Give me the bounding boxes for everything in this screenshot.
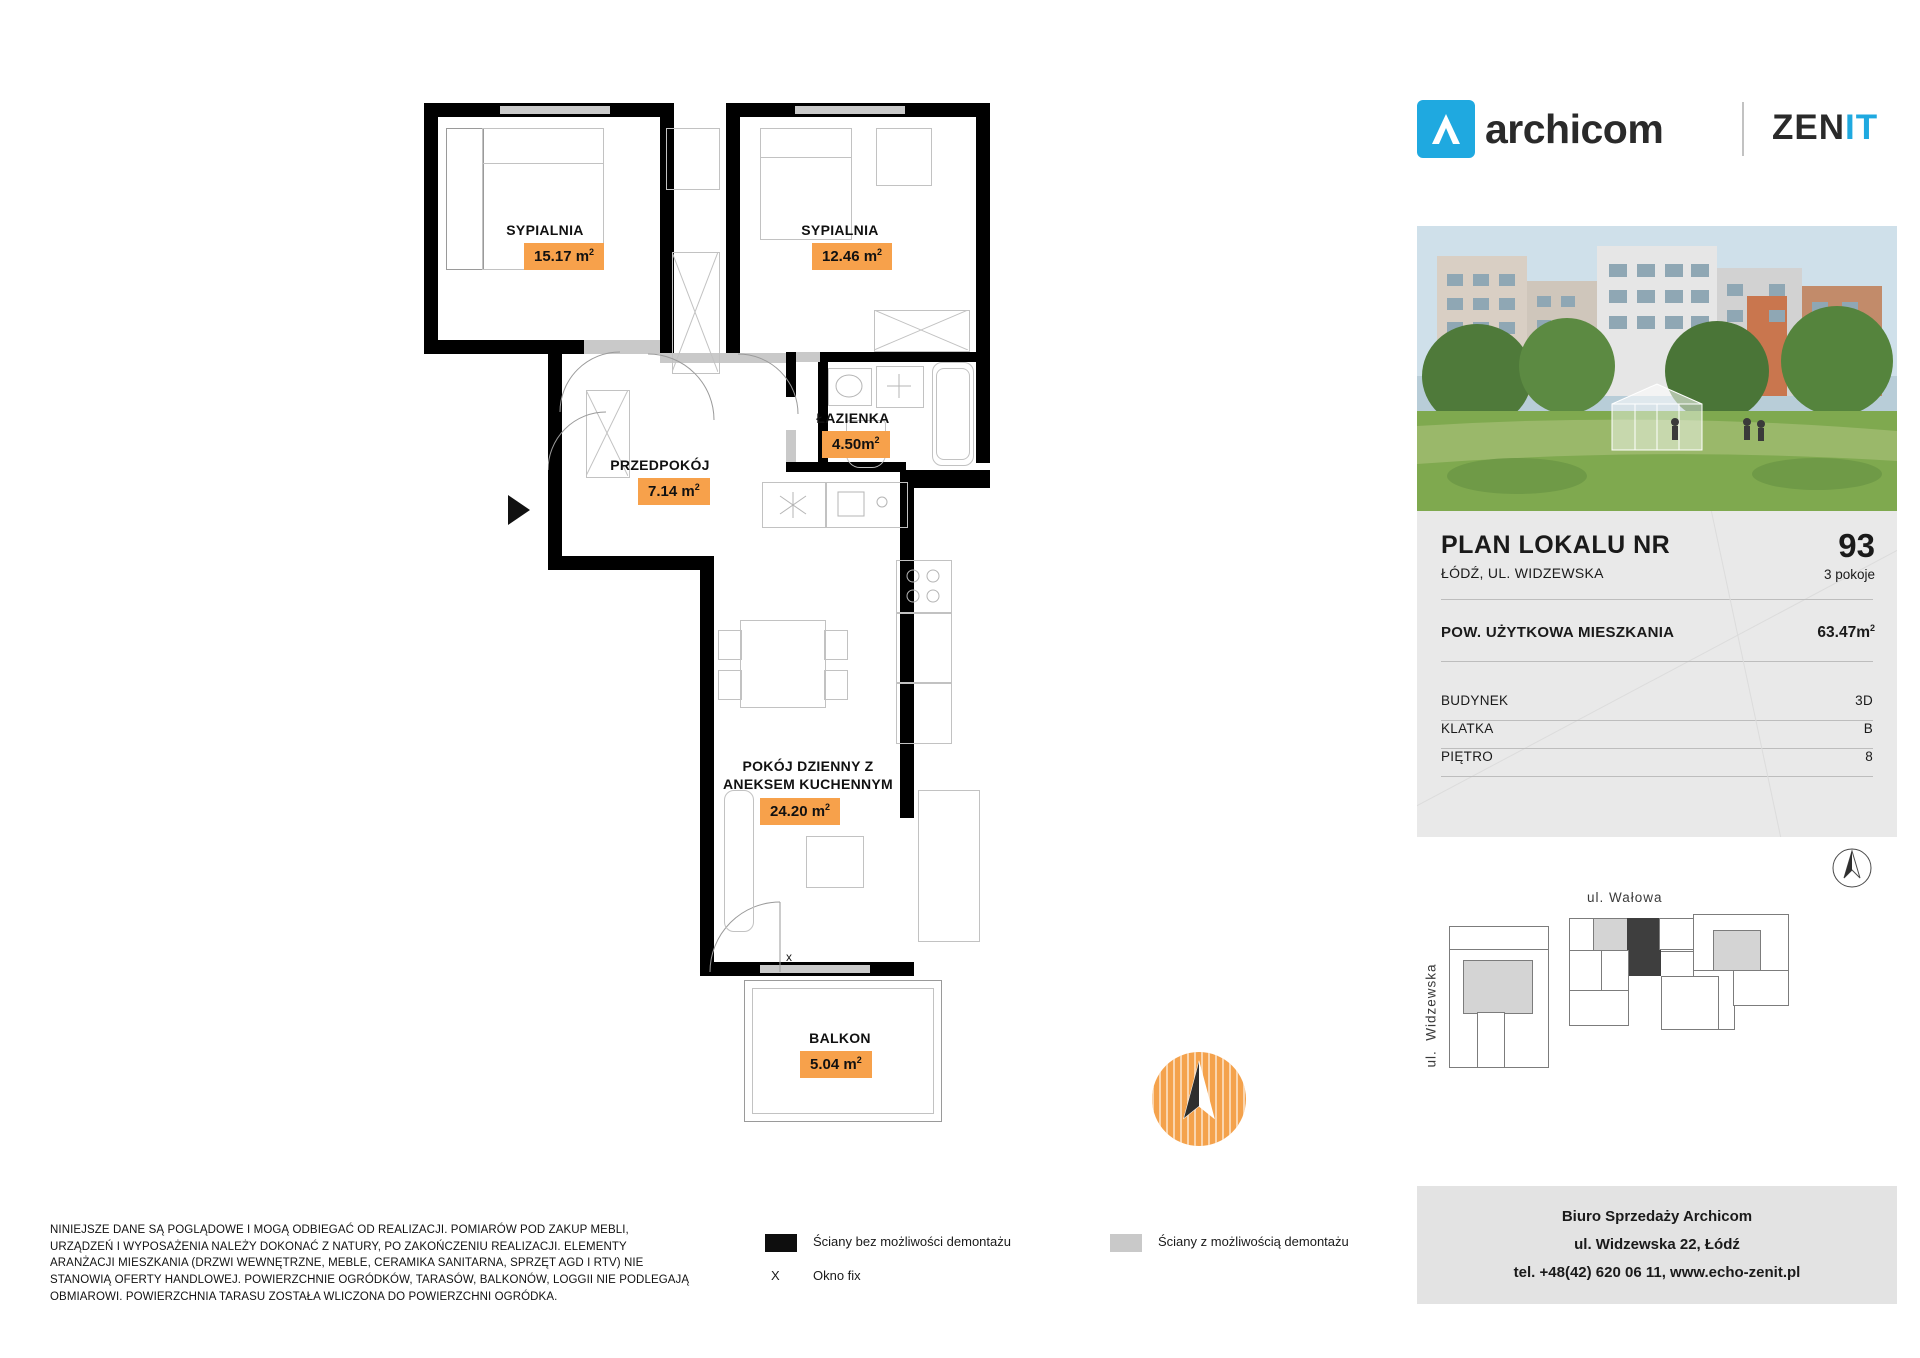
kitchen-fridge — [896, 682, 952, 744]
room-area-bedroom-2 — [812, 243, 892, 270]
rendering-illustration — [1417, 226, 1897, 511]
furniture-wardrobe — [446, 128, 484, 270]
fixed-window-marker: x — [786, 950, 792, 964]
unit-info-card — [1417, 511, 1897, 837]
area-unit: 2 — [589, 247, 595, 257]
legend-label-fixed-window: Okno fix — [813, 1268, 861, 1283]
contact-line-1: Biuro Sprzedaży Archicom — [1561, 1208, 1753, 1225]
sink-icon — [832, 370, 866, 402]
room-label-living-line2: ANEKSEM KUCHENNYM — [723, 776, 893, 792]
building-label: BUDYNEK — [1441, 693, 1509, 708]
brand-name-zenit — [1772, 108, 1878, 148]
divider — [1441, 720, 1873, 721]
area-value: 7.14 m — [648, 483, 695, 500]
brand-divider — [1742, 102, 1744, 156]
contact-line-3: tel. +48(42) 620 06 11, www.echo-zenit.pl — [1513, 1264, 1801, 1281]
compass-icon — [1832, 848, 1872, 888]
site-map — [1417, 890, 1897, 1150]
staircase-value: B — [1863, 721, 1873, 736]
usable-area-value — [1817, 623, 1875, 642]
area-value: 12.46 m — [822, 248, 878, 265]
usable-area-label: POW. UŻYTKOWA MIESZKANIA — [1441, 624, 1675, 641]
disclaimer-text: NINIEJSZE DANE SĄ POGLĄDOWE I MOGĄ ODBIEGAĆ OD REALIZACJI. POMIARÓW POD ZAKUP MEBLI, URZĄDZEŃ I WYPOSAŻENIA NALEŻY DOKONAĆ Z NATURY, PO ZAKOŃCZENIU REALIZACJI. ELEMENTY ARANŻACJI MIESZKANIA (DRZWI WEWNĘTRZNE, MEBLE, CERAMIKA SANITARNA, SPRZĘT AGD I RTV) NIE STANOWIĄ OFERTY HANDLOWEJ. POWIERZCHNIE OGRÓDKÓW, TARASÓW, BALKONÓW, LOGGII NIE PODLEGAJĄ OBMIAROWI. POWIERZCHNIA TARASU ZOSTAŁA WLICZONA DO POWIERZCHNI OGRÓDKA. — [50, 1224, 690, 1303]
site-block-highlight — [1627, 918, 1661, 976]
site-block-part — [1661, 976, 1719, 1030]
divider — [1441, 776, 1873, 777]
entrance-arrow-icon — [508, 495, 530, 525]
area-value: 5.04 m — [810, 1056, 857, 1073]
north-arrow-icon — [1152, 1052, 1246, 1146]
site-block-part — [1733, 970, 1789, 1006]
street-prefix: ul. — [1423, 1050, 1439, 1068]
north-needle — [1152, 1052, 1246, 1146]
building-rendering-photo — [1417, 226, 1897, 511]
area-value: 24.20 m — [770, 803, 826, 820]
room-label-hall: PRZEDPOKÓJ — [610, 457, 710, 473]
living-armchair — [724, 790, 754, 932]
legend-label-removable-wall: Ściany z możliwością demontażu — [1158, 1234, 1349, 1249]
room-area-hall — [638, 478, 710, 505]
street-label-walowa: ul. Wałowa — [1587, 890, 1663, 905]
divider — [1441, 661, 1873, 662]
floor-label: PIĘTRO — [1441, 749, 1494, 764]
dining-chair — [824, 630, 848, 660]
site-block-part — [1449, 926, 1549, 950]
wall-segment — [726, 103, 740, 353]
area-value: 15.17 m — [534, 248, 590, 265]
brand-name-archicom: archicom — [1485, 106, 1664, 152]
brand-header — [1417, 98, 1897, 160]
living-coffee-table — [806, 836, 864, 888]
site-block-part — [1463, 960, 1533, 1014]
area-unit: 2 — [874, 435, 880, 445]
fixture-bathtub-inner — [936, 368, 970, 460]
living-sofa — [918, 790, 980, 942]
room-area-bathroom — [822, 431, 890, 458]
wall-segment — [884, 962, 914, 976]
sales-office-contact — [1417, 1186, 1897, 1304]
room-area-balcony — [800, 1051, 872, 1078]
street-label-widzewska — [1424, 963, 1439, 1067]
floor-value: 8 — [1865, 749, 1873, 764]
furniture-desk — [666, 128, 720, 190]
room-label-bedroom-2: SYPIALNIA — [801, 222, 879, 238]
furniture-bed-pillow — [482, 128, 604, 164]
site-block-part — [1569, 990, 1629, 1026]
hood-icon — [778, 492, 808, 518]
hob-icon — [900, 564, 946, 608]
area-unit: 2 — [877, 247, 883, 257]
legend-marker-fixed-window: X — [771, 1268, 780, 1283]
wall-segment — [424, 103, 438, 353]
kitchen-sink-icon — [836, 488, 898, 520]
legend-swatch-solid-wall — [765, 1234, 797, 1252]
wall-window-opening — [795, 106, 905, 114]
area-value: 4.50m — [832, 436, 875, 453]
room-label-bathroom: ŁAZIENKA — [816, 410, 890, 426]
staircase-label: KLATKA — [1441, 721, 1494, 736]
unit-room-count: 3 pokoje — [1823, 567, 1875, 582]
divider — [1441, 599, 1873, 600]
site-block-part — [1713, 930, 1761, 972]
room-label-bedroom-1: SYPIALNIA — [506, 222, 584, 238]
info-panel — [1392, 0, 1920, 1358]
washer-icon — [880, 370, 918, 402]
legend-label-solid-wall: Ściany bez możliwości demontażu — [813, 1234, 1011, 1249]
dining-chair — [718, 670, 742, 700]
street-name: Widzewska — [1423, 963, 1439, 1041]
dining-chair — [718, 630, 742, 660]
area-unit: 2 — [1869, 623, 1875, 633]
room-area-living — [760, 798, 840, 825]
room-label-living-line1: POKÓJ DZIENNY Z — [742, 758, 874, 774]
wall-segment — [610, 103, 660, 117]
brand-it-text: IT — [1845, 108, 1879, 147]
room-label-balcony: BALKON — [809, 1030, 871, 1046]
area-unit: 2 — [694, 482, 700, 492]
site-block-part — [1569, 950, 1603, 992]
room-area-bedroom-1 — [524, 243, 604, 270]
unit-address: ŁÓDŹ, UL. WIDZEWSKA — [1441, 565, 1604, 581]
furniture-bed-pillow — [760, 128, 852, 158]
legend — [765, 1232, 1355, 1283]
door-swing-arc — [700, 880, 810, 980]
site-block-part — [1601, 950, 1629, 992]
site-block-part — [1593, 918, 1629, 952]
dining-chair — [824, 670, 848, 700]
legend-swatch-removable-wall — [1110, 1234, 1142, 1252]
area-unit: 2 — [856, 1055, 862, 1065]
brand-zen-text: ZEN — [1772, 108, 1845, 147]
area-unit: 2 — [825, 802, 831, 812]
plan-title: PLAN LOKALU NR — [1441, 531, 1671, 559]
furniture-desk — [876, 128, 932, 186]
unit-number: 93 — [1838, 527, 1875, 564]
divider — [1441, 748, 1873, 749]
contact-line-2: ul. Widzewska 22, Łódź — [1574, 1236, 1740, 1253]
site-block-part — [1477, 1012, 1505, 1068]
kitchen-cabinet — [896, 612, 952, 684]
dining-table — [740, 620, 826, 708]
archicom-logo-icon — [1417, 100, 1475, 158]
area-value: 63.47m — [1817, 624, 1870, 642]
wall-window-opening — [500, 106, 610, 114]
building-value: 3D — [1855, 693, 1873, 708]
